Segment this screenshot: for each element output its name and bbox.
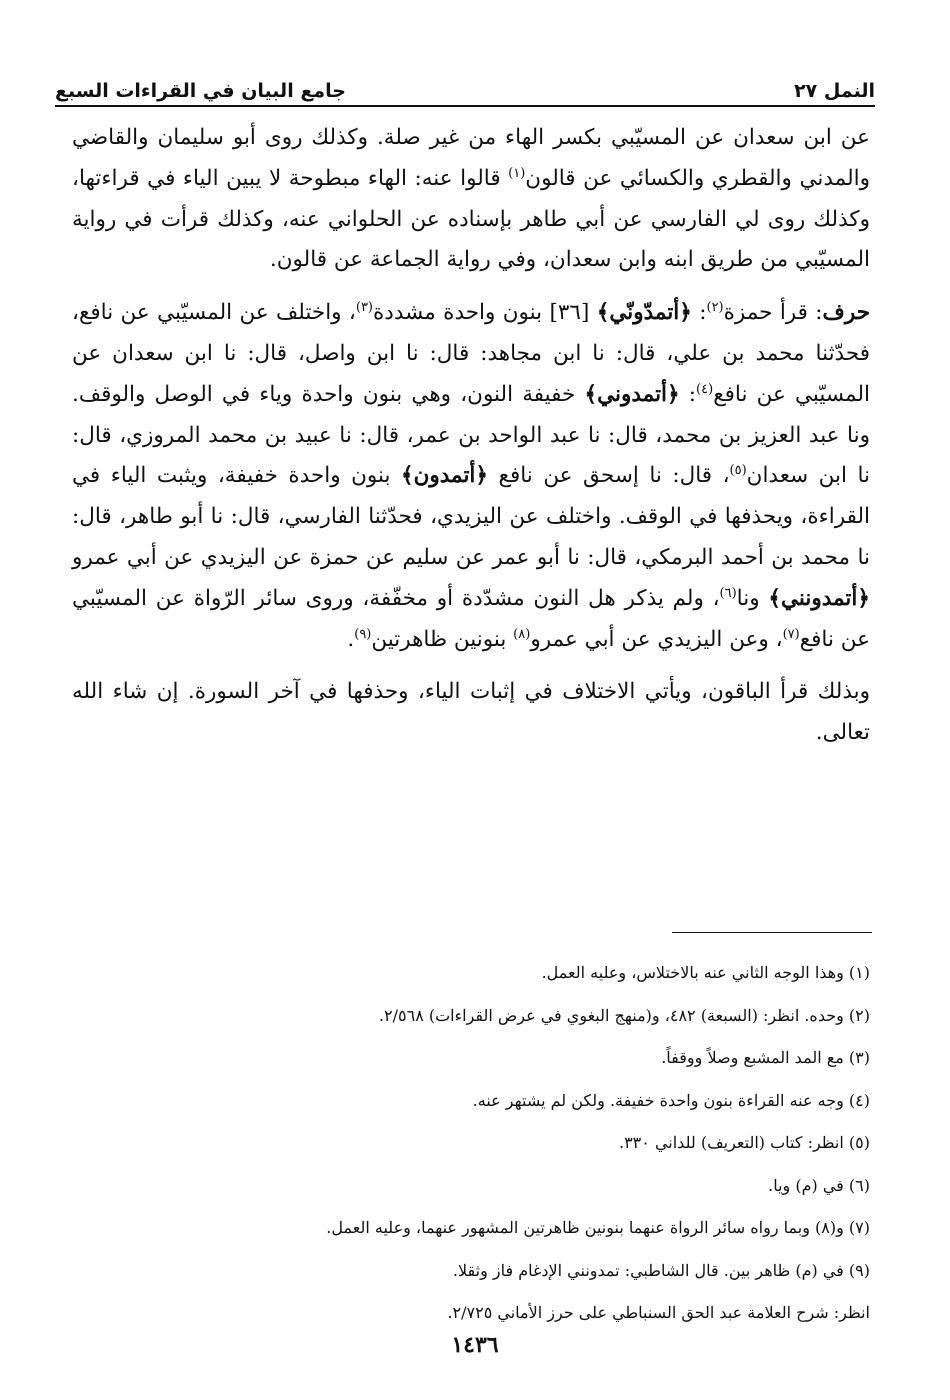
text-line: الياء في قراءتها، وكذلك روى لي الفارسي عن أبي طاهر بإسناده عن الحلواني عنه، xyxy=(72,165,870,232)
text-run: ، واختلف عن xyxy=(239,300,356,326)
text-line: واحدة وياء في الوصل والوقف. ونا عبد العزيز بن محمد، قال: نا عبد الواحد بن xyxy=(72,381,870,448)
text-run: ، وعن اليزيدي عن أبي عمرو xyxy=(530,626,783,652)
book-title: جامع البيان في القراءات السبع xyxy=(55,80,346,102)
text-run: : xyxy=(691,300,707,326)
text-run: المسيّبي عن نافع xyxy=(72,585,870,652)
paragraph-2 xyxy=(72,293,870,660)
footnote-ref: (٦) xyxy=(719,585,737,601)
footnote-ref: (٧) xyxy=(782,626,800,642)
footnote: (٣) مع المد المشبع وصلاً ووقفاً. xyxy=(661,1048,870,1067)
header-divider xyxy=(55,105,875,107)
text-run: قال: نا ابن سعدان عن المسيّبي عن نافع xyxy=(72,340,871,407)
footnote: (٢) وحده. انظر: (السبعة) ٤٨٢، و(منهج البغوي في عرض القراءات) ٢/٥٦٨. xyxy=(378,1005,870,1025)
text-run: ، قال: نا إسحق عن xyxy=(543,463,730,489)
text-run: والقاضي والمدني والقطري والكسائي عن قالون xyxy=(72,125,870,191)
text-run: قالوا عنه: الهاء مبطوحة لا يبين xyxy=(226,165,509,191)
paragraph-3 xyxy=(72,672,870,754)
footnote-ref: (٩) xyxy=(354,626,372,642)
text-line: قالون. xyxy=(269,247,328,273)
chapter-label: النمل ٢٧ xyxy=(794,80,875,102)
quran-word: ﴿أتمدونني﴾ xyxy=(768,585,870,611)
footnote: (٦) في (م) ويا. xyxy=(768,1175,870,1195)
footnote: انظر: شرح العلامة عبد الحق السنباطي على حرز الأماني ٢/٧٢٥. xyxy=(447,1303,870,1322)
text-run: بنونين ظاهرتين xyxy=(371,626,514,652)
footnote: (٥) انظر: كتاب (التعريف) للداني ٣٣٠. xyxy=(618,1133,870,1152)
footnote-ref: (١) xyxy=(508,165,526,181)
quran-word: ﴿أتمدوني﴾ xyxy=(584,381,680,407)
footnotes xyxy=(140,952,870,1335)
text-line: البرمكي، قال: نا أبو عمر عن سليم عن حمزة عن اليزيدي عن أبي عمرو xyxy=(72,544,714,570)
text-run: نافع xyxy=(488,463,533,489)
footnote-ref: (٥) xyxy=(729,463,747,479)
text-line: عن ابن سعدان عن المسيّبي بكسر الهاء من غير صلة. وكذلك روى أبو سليمان xyxy=(157,125,870,150)
footnote: (٤) وجه عنه القراءة بنون واحدة خفيفة. ولكن لم يشتهر عنه. xyxy=(472,1090,870,1110)
footnote-ref: (٢) xyxy=(706,300,724,316)
footnote-ref: (٣) xyxy=(355,300,373,316)
text-line xyxy=(240,300,871,325)
main-text xyxy=(72,118,870,754)
text-line: وبذلك قرأ الباقون، ويأتي الاختلاف في إثبات الياء، وحذفها في آخر السورة. إن xyxy=(156,679,870,705)
text-run: . xyxy=(347,626,355,652)
paragraph-1 xyxy=(72,118,870,281)
text-run: خفيفة النون، وهي بنون xyxy=(362,381,585,407)
quran-word: ﴿أتمدون﴾ xyxy=(400,463,489,489)
text-run: ونا xyxy=(736,585,769,611)
footnote: (٧) و(٨) وبما رواه سائر الرواة عنهما بنونين ظاهرتين المشهور عنهما، وعليه العمل. xyxy=(326,1218,870,1237)
quran-word: ﴿أتمدّونّي﴾ xyxy=(596,300,692,326)
text-line: المسيّبي عن نافع، فحدّثنا محمد بن علي، قال: نا ابن مجاهد: قال: نا ابن واصل، xyxy=(72,300,870,366)
footnote-ref: (٤) xyxy=(696,381,714,397)
text-line xyxy=(156,586,870,611)
text-run: : xyxy=(679,381,697,407)
harf-heading: حرف xyxy=(822,300,870,326)
running-header xyxy=(55,68,875,102)
page-number: ١٤٣٦ xyxy=(451,1332,499,1358)
text-line: وكذلك قرأت في رواية المسيّبي من طريق ابنه وابن سعدان، وفي رواية الجماعة عن xyxy=(72,206,870,273)
footnote-divider xyxy=(672,932,872,933)
text-run: عمر، قال: نا عبيد بن محمد المروزي، قال: نا ابن سعدان xyxy=(72,422,870,489)
footnote: (٩) في (م) ظاهر بين. قال الشاطبي: تمدونني الإدغام فاز وثقلا. xyxy=(452,1260,870,1280)
text-line: واختلف عن اليزيدي، فحدّثنا الفارسي، قال: نا أبو طاهر، قال: نا محمد بن أحمد xyxy=(72,504,870,570)
text-run: [٣٦] بنون واحدة مشددة xyxy=(373,300,597,326)
text-run: بنون واحدة خفيفة، ويثبت الياء في القراءة، ويحذفها في الوقف. xyxy=(72,463,870,530)
footnote: (١) وهذا الوجه الثاني عنه بالاختلاس، وعليه العمل. xyxy=(541,963,870,982)
text-line: شاء الله تعالى. xyxy=(72,679,870,746)
text-run: ، ولم يذكر هل النون مشدّدة أو مخفّفة، وروى سائر الرّواة عن xyxy=(155,585,720,611)
footnote-ref: (٨) xyxy=(513,626,531,642)
text-run: : قرأ حمزة xyxy=(723,300,823,326)
